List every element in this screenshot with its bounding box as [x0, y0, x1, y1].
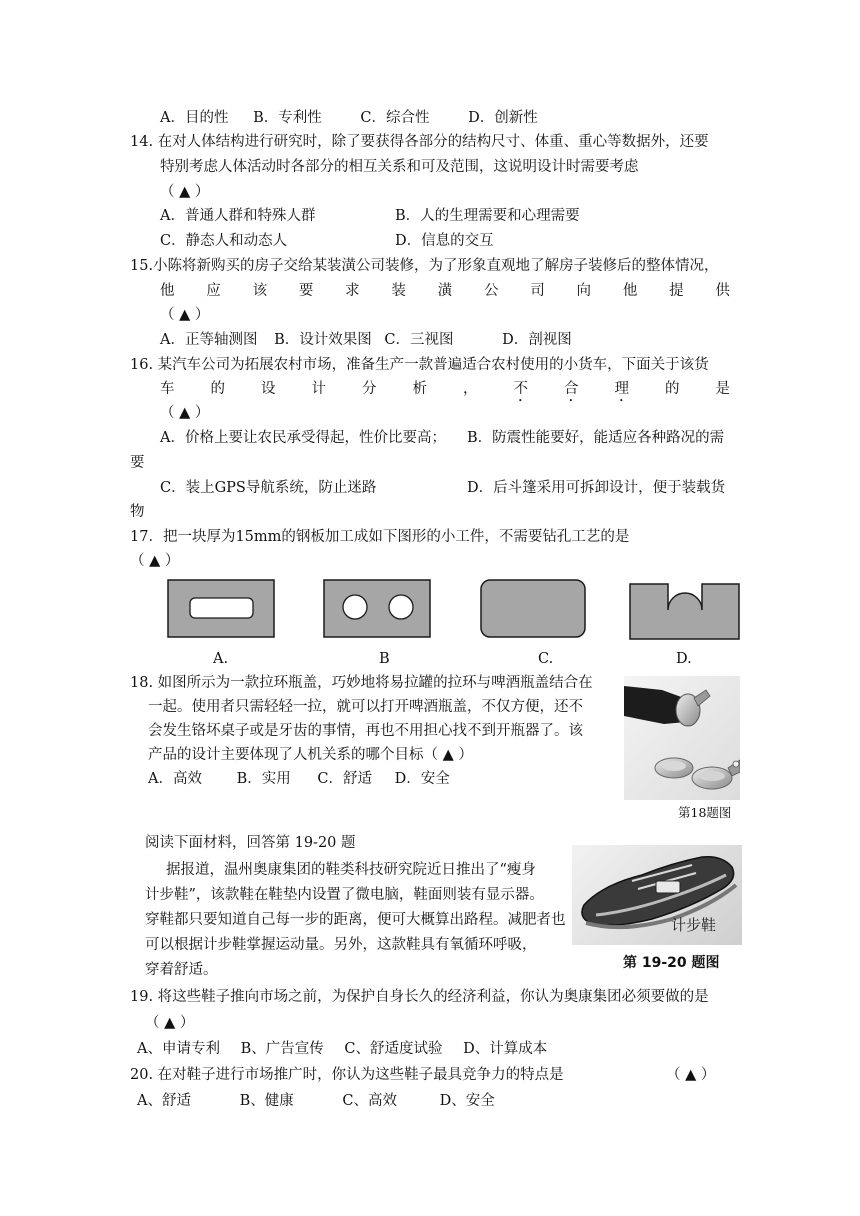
- q16-char: 分: [362, 381, 377, 397]
- q20-option-a: A、舒适: [137, 1093, 191, 1109]
- q15-answer-mark: （ ▲ ）: [160, 307, 210, 323]
- q16-char-emphasized: 不: [513, 381, 528, 397]
- q15-char: 他: [160, 283, 175, 299]
- q20-options: [137, 1091, 495, 1111]
- q18-bottle-cap-image: [624, 676, 740, 800]
- q18-option-b: B．实用: [236, 771, 291, 787]
- q19-answer-mark: （ ▲ ）: [145, 1015, 195, 1031]
- q18-stem-line4: 产品的设计主要体现了人机关系的哪个目标（ ▲ ）: [148, 747, 473, 763]
- q13-option-c: C．综合性: [360, 110, 430, 126]
- q13-option-b: B．专利性: [253, 110, 322, 126]
- q15-option-c: C．三视图: [384, 332, 454, 348]
- q15-char: 提: [669, 283, 684, 299]
- q15-char: 他: [622, 283, 638, 299]
- q14-option-a: A．普通人群和特殊人群: [160, 208, 316, 224]
- q16-option-c: C．装上GPS导航系统，防止迷路: [160, 480, 377, 496]
- q13-option-a: A．目的性: [160, 110, 229, 126]
- q17-shape-c: [481, 580, 585, 637]
- q16-char: 析: [412, 381, 427, 397]
- q15-char: 公: [483, 283, 499, 299]
- q16-char: ，: [463, 381, 478, 397]
- q15-char: 向: [576, 283, 592, 299]
- q19-options: [137, 1039, 547, 1059]
- q17-shape-a: [168, 580, 274, 637]
- q17-shape-b: [324, 580, 430, 637]
- q18-stem-line3: 会发生铬坏桌子或是牙齿的事情，再也不用担心找不到开瓶器了。该: [148, 723, 583, 739]
- q16-char: 的: [665, 381, 680, 397]
- q14-stem-line1: 14. 在对人体结构进行研究时，除了要获得各部分的结构尺寸、体重、重心等数据外，还要: [130, 134, 709, 150]
- q18-option-d: D．安全: [394, 771, 450, 787]
- q15-char: 要: [298, 283, 314, 299]
- q16-stem-line1: 16. 某汽车公司为拓展农村市场，准备生产一款普遍适合农村使用的小货车，下面关于该货: [130, 357, 709, 373]
- q16-char: 计: [311, 381, 326, 397]
- q17-shape-d: [630, 584, 739, 639]
- shoe-icon: [572, 845, 742, 945]
- q16-char: 车: [160, 381, 175, 397]
- q16-option-a: A．价格上要让农民承受得起，性价比要高；: [160, 430, 446, 446]
- q17-label-a: A.: [213, 651, 229, 667]
- q17-label-c: C.: [538, 651, 554, 667]
- q19-option-d: D、计算成本: [463, 1041, 548, 1057]
- q18-figure-caption: 第18题图: [678, 805, 732, 820]
- q18-option-c: C．舒适: [317, 771, 372, 787]
- q14-answer-mark: （ ▲ ）: [160, 184, 210, 200]
- pedometer-shoe-image: [572, 845, 742, 945]
- q15-option-a: A．正等轴测图: [160, 332, 258, 348]
- q19-option-b: B、广告宣传: [240, 1041, 324, 1057]
- q14-stem-line2: 特别考虑人体活动时各部分的相互关系和可及范围，这说明设计时需要考虑: [160, 159, 639, 175]
- q16-char-emphasized: 理: [614, 381, 629, 397]
- reading-line1: 据报道，温州奥康集团的鞋类科技研究院近日推出了“瘦身: [166, 862, 536, 878]
- reading-line5: 穿着舒适。: [145, 962, 218, 978]
- q13-option-d: D．创新性: [468, 110, 538, 126]
- q18-option-a: A．高效: [148, 771, 202, 787]
- q15-char: 供: [715, 283, 730, 299]
- q17-stem: 17．把一块厚为15mm的钢板加工成如下图形的小工件，不需要钻孔工艺的是: [130, 529, 630, 545]
- shoe-photo-label: 计步鞋: [670, 916, 716, 934]
- reading-line4: 可以根据计步鞋掌握运动量。另外，这款鞋具有氧循环呼吸，: [145, 937, 537, 953]
- q14-option-b: B．人的生理需要和心理需要: [395, 208, 580, 224]
- q15-option-d: D．剖视图: [502, 332, 572, 348]
- q14-option-c: C．静态人和动态人: [160, 233, 288, 249]
- q16-option-b: B．防震性能要好，能适应各种路况的需: [467, 430, 725, 446]
- q18-stem-line1: 18. 如图所示为一款拉环瓶盖，巧妙地将易拉罐的拉环与啤酒瓶盖结合在: [130, 675, 593, 691]
- q20-answer-mark: （ ▲ ）: [666, 1067, 716, 1083]
- q14-option-d: D．信息的交互: [395, 233, 494, 249]
- q15-char: 司: [530, 283, 545, 299]
- q16-char: 是: [715, 381, 730, 397]
- q16-option-d-continued: 物: [130, 504, 145, 520]
- q17-label-b: B: [379, 651, 390, 667]
- q20-option-b: B、健康: [239, 1093, 294, 1109]
- q15-stem-line1: 15.小陈将新购买的房子交给某装潢公司装修，为了形象直观地了解房子装修后的整体情况，: [130, 258, 719, 274]
- q17-answer-mark: （ ▲ ）: [130, 553, 180, 569]
- q20-stem: 20. 在对鞋子进行市场推广时，你认为这些鞋子最具竞争力的特点是: [130, 1067, 564, 1083]
- q16-char: 设: [261, 381, 276, 397]
- q18-options: [148, 769, 450, 789]
- reading-intro: 阅读下面材料，回答第 19-20 题: [145, 835, 356, 851]
- q16-option-d: D．后斗篷采用可拆卸设计，便于装载货: [467, 480, 726, 496]
- q19-stem: 19. 将这些鞋子推向市场之前，为保护自身长久的经济利益，你认为奥康集团必须要做的是: [130, 989, 709, 1005]
- q16-option-b-continued: 要: [130, 455, 145, 471]
- q15-char: 装: [391, 283, 406, 299]
- q16-char: 的: [210, 381, 225, 397]
- q18-stem-line2: 一起。使用者只需轻轻一拉，就可以打开啤酒瓶盖，不仅方便，还不: [148, 699, 583, 715]
- q20-option-d: D、安全: [439, 1093, 495, 1109]
- q15-option-b: B．设计效果图: [274, 332, 372, 348]
- q15-char: 该: [252, 283, 268, 299]
- q16-answer-mark: （ ▲ ）: [160, 405, 210, 421]
- q15-char: 应: [206, 283, 221, 299]
- q17-label-d: D.: [676, 651, 692, 667]
- q15-char: 求: [345, 283, 360, 299]
- q19-option-c: C、舒适度试验: [344, 1041, 443, 1057]
- reading-figure-caption: 第 19-20 题图: [623, 955, 720, 971]
- q20-option-c: C、高效: [342, 1093, 397, 1109]
- q19-option-a: A、申请专利: [137, 1041, 220, 1057]
- q15-char: 潢: [437, 283, 453, 299]
- reading-line3: 穿鞋都只要知道自己每一步的距离，便可大概算出路程。减肥者也: [145, 912, 566, 928]
- reading-line2: 计步鞋”，该款鞋在鞋垫内设置了微电脑，鞋面则装有显示器。: [145, 887, 544, 903]
- q16-char-emphasized: 合: [564, 381, 579, 397]
